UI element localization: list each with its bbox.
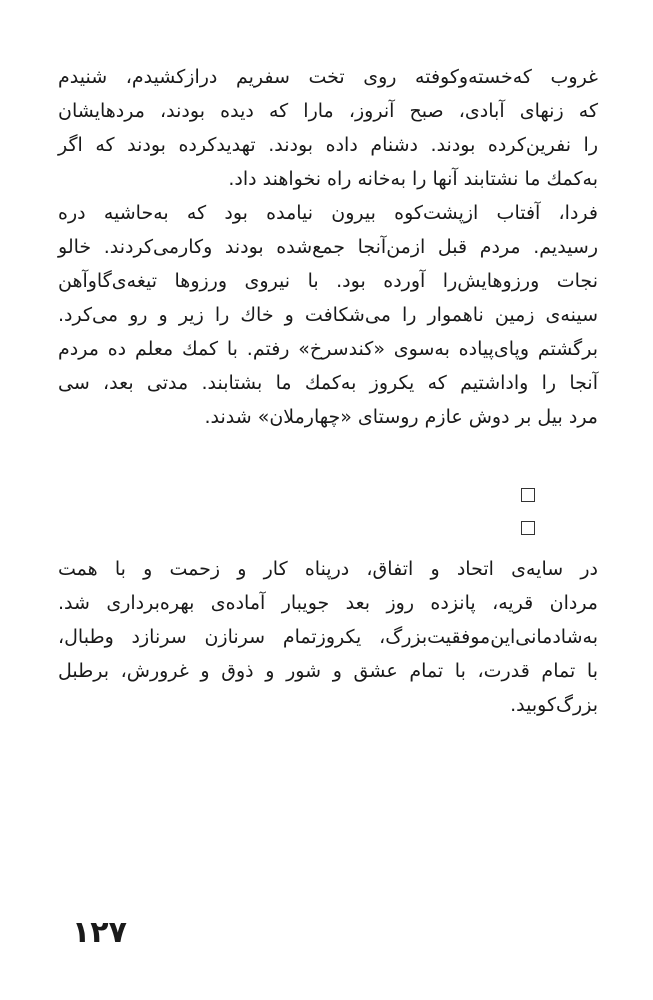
text-line: نجات ورزوهایش‌را آورده بود. با نیروی ورزوها تیغه‌ی‌گاوآهن	[58, 270, 598, 292]
body-text-section-2	[58, 552, 598, 722]
text-line: مرد بیل بر دوش عازم روستای «چهارملان» شدند.	[204, 406, 598, 428]
text-line: فردا، آفتاب ازپشت‌کوه بیرون نیامده بود که به‌حاشیه دره	[58, 202, 598, 224]
text-line: را نفرین‌کرده بودند. دشنام داده بودند. تهدیدکرده بودند که اگر	[58, 134, 598, 156]
text-line: آنجا را واداشتیم که یکروز به‌کمك ما بشتابند. مدتی بعد، سی	[58, 372, 598, 394]
text-line: مردان قریه، پانزده روز بعد جویبار آماده‌ی بهره‌برداری شد.	[58, 592, 598, 614]
text-line: در سایه‌ی اتحاد و اتفاق، درپناه کار و زحمت و با همت	[58, 558, 598, 580]
section-break-marker	[521, 521, 535, 535]
body-text-section-1	[58, 60, 598, 434]
text-line: با تمام قدرت، با تمام عشق و شور و ذوق و غرورش، برطبل	[58, 660, 598, 682]
text-line: بزرگ‌کوبید.	[510, 694, 598, 716]
text-line: رسیدیم. مردم قبل ازمن‌آنجا جمع‌شده بودند وکارمی‌کردند. خالو	[58, 236, 598, 258]
page-number: ۱۲۷	[72, 915, 127, 950]
text-line: که زنهای آبادی، صبح آنروز، مارا که دیده بودند، مردهایشان	[58, 100, 598, 122]
text-line: به‌شادمانی‌این‌موفقیت‌بزرگ، یکروزتمام سرنازن سرنازد وطبال،	[58, 626, 598, 648]
text-line: برگشتم وپای‌پیاده به‌سوی «کندسرخ» رفتم. با کمك معلم ده مردم	[58, 338, 598, 360]
text-line: سینه‌ی زمین ناهموار را می‌شکافت و خاك را زیر و رو می‌کرد.	[58, 304, 598, 326]
text-line: به‌کمك ما نشتابند آنها را به‌خانه راه نخواهند داد.	[228, 168, 598, 190]
text-line: غروب که‌خسته‌وکوفته روی تخت سفریم درازکشیدم، شنیدم	[58, 66, 598, 88]
section-break-marker	[521, 488, 535, 502]
